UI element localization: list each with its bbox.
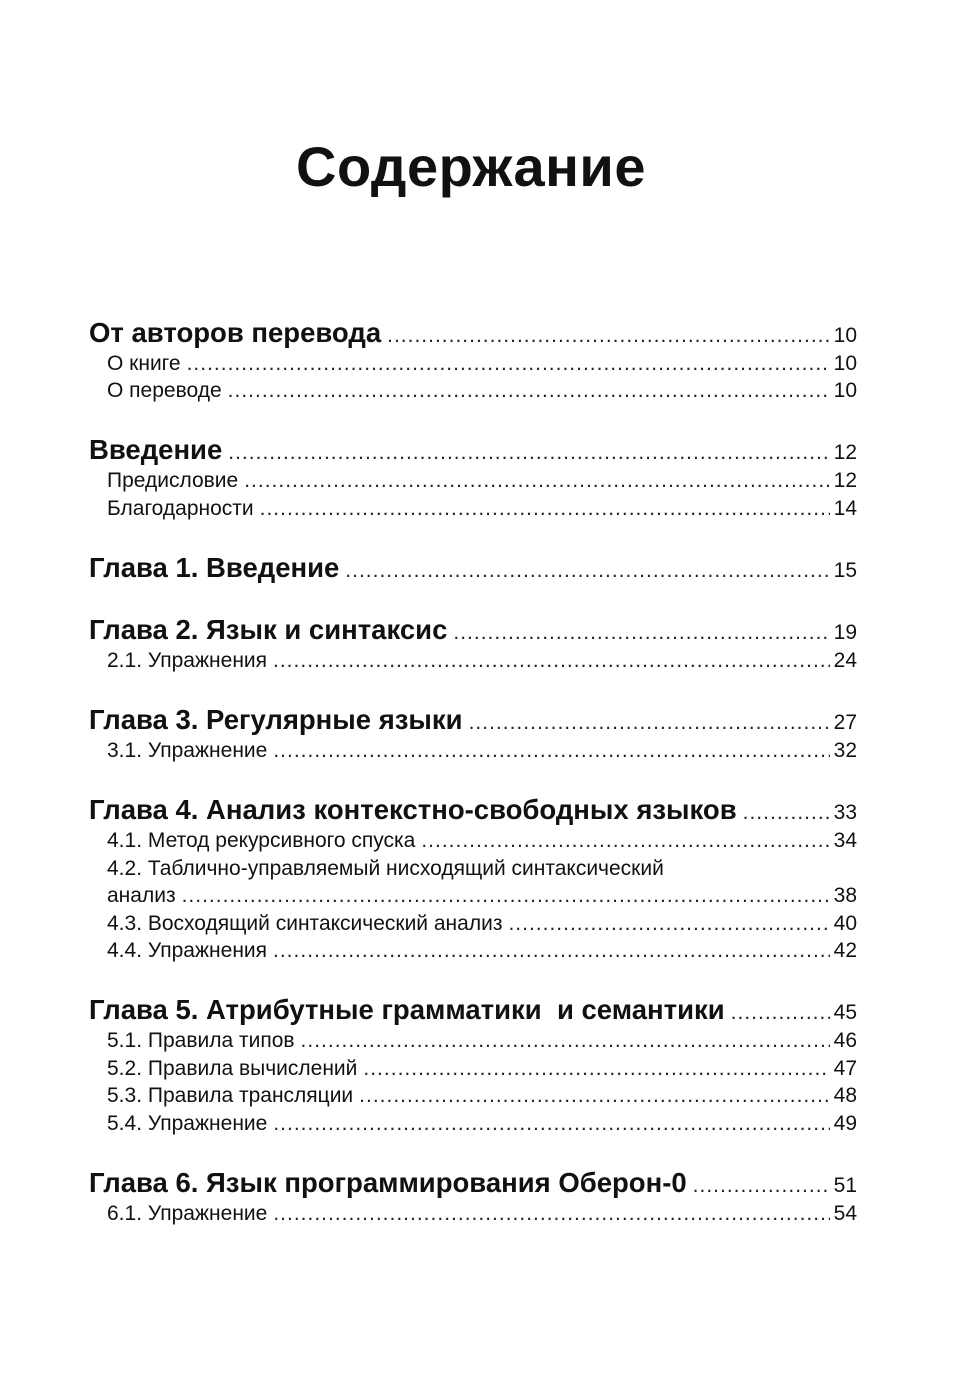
toc-entry[interactable] [89, 613, 857, 647]
toc-entry-page: 27 [833, 711, 857, 734]
toc-entry-title: анализ [107, 884, 176, 907]
toc-entry[interactable] [107, 647, 857, 674]
toc-entry-title: Введение [89, 434, 223, 465]
toc-entry[interactable] [107, 377, 857, 404]
toc-entry-title: Глава 2. Язык и синтаксис [89, 614, 448, 645]
dot-leader [508, 910, 829, 937]
dot-leader [387, 319, 830, 353]
toc-entry-page: 12 [833, 441, 857, 464]
toc-entry[interactable] [107, 737, 857, 764]
toc-entry-page: 38 [833, 884, 857, 907]
toc-entry-title: 5.2. Правила вычислений [107, 1057, 358, 1080]
toc-entry-title: Глава 5. Атрибутные грамматики и семантики [89, 994, 725, 1025]
toc-entry-title: Глава 6. Язык программирования Оберон-0 [89, 1167, 687, 1198]
toc-entry[interactable] [107, 855, 857, 882]
toc-entry-page: 14 [833, 497, 857, 520]
table-of-contents [89, 0, 857, 1388]
toc-entry-page: 10 [833, 352, 857, 375]
toc-entry-page: 10 [833, 379, 857, 402]
toc-entry-page: 19 [833, 621, 857, 644]
toc-entry-title: 5.3. Правила трансляции [107, 1084, 354, 1107]
toc-entry-title: Предисловие [107, 469, 239, 492]
dot-leader [228, 436, 829, 470]
toc-entry-title: Глава 3. Регулярные языки [89, 704, 463, 735]
toc-entry[interactable] [107, 827, 857, 854]
toc-entry[interactable] [107, 467, 857, 494]
toc-entry-title: 2.1. Упражнения [107, 649, 268, 672]
toc-entry[interactable] [107, 350, 857, 377]
toc-entry-title: Глава 1. Введение [89, 552, 340, 583]
dot-leader [273, 737, 829, 764]
toc-entry-page: 45 [833, 1001, 857, 1024]
dot-leader [273, 1200, 829, 1227]
toc-entry[interactable] [107, 937, 857, 964]
dot-leader [182, 882, 830, 909]
toc-entry-title: Глава 4. Анализ контекстно-свободных языков [89, 794, 737, 825]
toc-entry[interactable] [107, 1110, 857, 1137]
toc-entry[interactable] [107, 882, 857, 909]
dot-leader [469, 706, 830, 740]
toc-entry-page: 34 [833, 829, 857, 852]
toc-entry-page: 15 [833, 559, 857, 582]
dot-leader [244, 467, 829, 494]
toc-entry[interactable] [107, 1200, 857, 1227]
dot-leader [273, 1110, 829, 1137]
dot-leader [453, 616, 829, 650]
toc-entry-page: 32 [833, 739, 857, 762]
toc-entry-title: 5.4. Упражнение [107, 1112, 268, 1135]
toc-entry-title: О переводе [107, 379, 222, 402]
page-title: Содержание [296, 135, 646, 198]
toc-entry-page: 42 [833, 939, 857, 962]
toc-entry[interactable] [89, 433, 857, 467]
toc-entry-page: 10 [833, 324, 857, 347]
toc-entry[interactable] [89, 316, 857, 350]
toc-entry-title: О книге [107, 352, 181, 375]
toc-entry[interactable] [89, 793, 857, 827]
toc-entry-page: 48 [833, 1084, 857, 1107]
toc-entry-title: От авторов перевода [89, 317, 382, 348]
dot-leader [187, 350, 830, 377]
toc-entry-title: 6.1. Упражнение [107, 1202, 268, 1225]
dot-leader [273, 647, 830, 674]
dot-leader [693, 1169, 830, 1203]
toc-entry[interactable] [107, 1027, 857, 1054]
dot-leader [228, 377, 830, 404]
dot-leader [345, 554, 829, 588]
dot-leader [363, 1055, 829, 1082]
toc-entry-title: 5.1. Правила типов [107, 1029, 295, 1052]
toc-entry[interactable] [107, 1055, 857, 1082]
toc-entry-page: 47 [833, 1057, 857, 1080]
dot-leader [731, 996, 830, 1030]
toc-entry[interactable] [89, 551, 857, 585]
toc-entry-page: 49 [833, 1112, 857, 1135]
dot-leader [301, 1027, 830, 1054]
toc-entry[interactable] [107, 495, 857, 522]
toc-entry[interactable] [107, 910, 857, 937]
dot-leader [273, 937, 830, 964]
dot-leader [359, 1082, 829, 1109]
toc-entry[interactable] [89, 1166, 857, 1200]
dot-leader [421, 827, 829, 854]
toc-entry[interactable] [107, 1082, 857, 1109]
toc-entry-title: 4.2. Таблично-управляемый нисходящий синтаксический [107, 857, 664, 880]
toc-entry-page: 33 [833, 801, 857, 824]
toc-entry-page: 12 [833, 469, 857, 492]
toc-entry-title: 4.3. Восходящий синтаксический анализ [107, 912, 503, 935]
toc-entry-page: 40 [833, 912, 857, 935]
toc-entry-page: 51 [833, 1174, 857, 1197]
toc-entry-title: 4.4. Упражнения [107, 939, 268, 962]
toc-entry-page: 24 [833, 649, 857, 672]
toc-entry-title: 3.1. Упражнение [107, 739, 268, 762]
toc-entry[interactable] [89, 993, 857, 1027]
dot-leader [743, 796, 830, 830]
toc-entry-page: 46 [833, 1029, 857, 1052]
toc-entry-title: 4.1. Метод рекурсивного спуска [107, 829, 416, 852]
toc-entry-page: 54 [833, 1202, 857, 1225]
toc-entry-title: Благодарности [107, 497, 254, 520]
dot-leader [260, 495, 830, 522]
toc-entry[interactable] [89, 703, 857, 737]
